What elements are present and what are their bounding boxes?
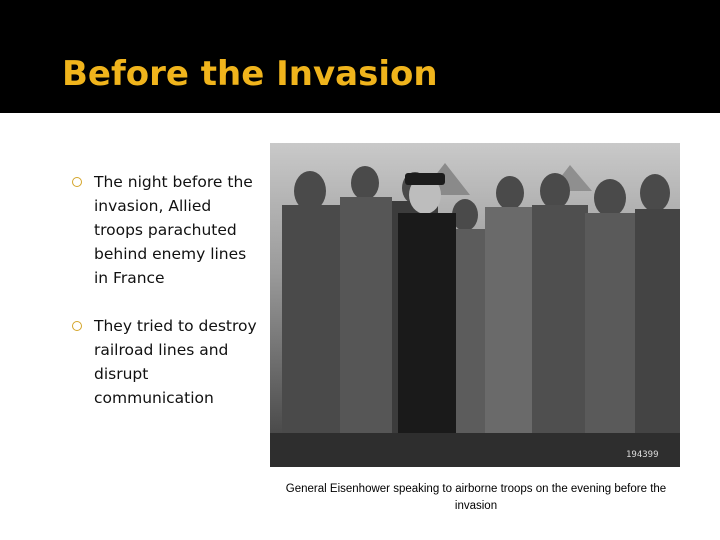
photo-caption: General Eisenhower speaking to airborne troops on the evening before the invasion xyxy=(285,483,667,512)
general-figure xyxy=(398,173,456,467)
bullet-item xyxy=(72,314,262,410)
slide-title: Before the Invasion xyxy=(62,54,438,94)
title-bar xyxy=(0,0,720,113)
bullet-circle-icon xyxy=(72,321,82,331)
historical-photo xyxy=(270,143,680,467)
bullet-item xyxy=(72,170,262,290)
bullet-text: They tried to destroy railroad lines and disrupt communication xyxy=(94,317,257,407)
bullet-circle-icon xyxy=(72,177,82,187)
photo-illustration xyxy=(270,143,680,467)
photo-stamp: 194399 xyxy=(626,450,659,460)
bullet-list xyxy=(72,170,262,434)
bullet-text: The night before the invasion, Allied troops parachuted behind enemy lines in France xyxy=(94,173,253,287)
photo-ground xyxy=(270,433,680,467)
